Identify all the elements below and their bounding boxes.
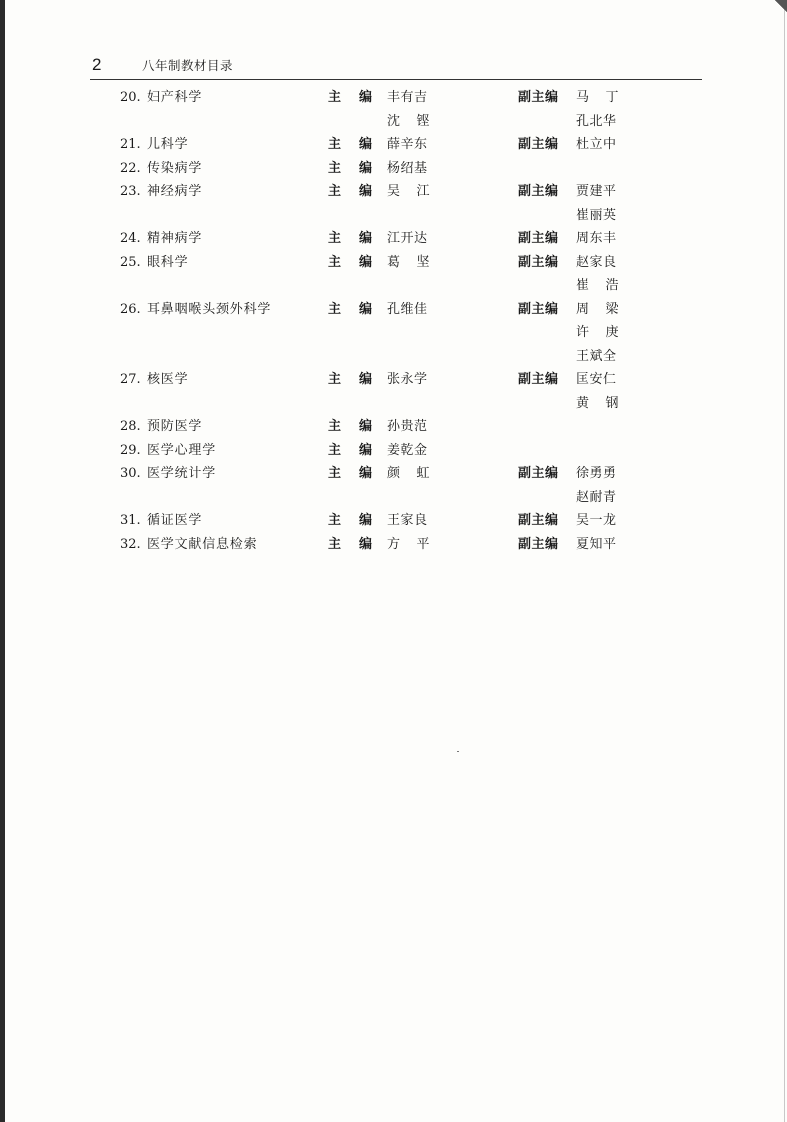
list-item [0,441,787,465]
entry-title: 眼科学 [147,254,189,270]
chief-editor-label-char: 编 [358,90,372,105]
deputy-editor-name: 周东丰 [576,231,617,246]
chief-editor-label-char: 主 [328,137,342,152]
chief-editor-label-char: 主 [328,372,342,387]
chief-editor-name: 江开达 [387,231,428,246]
chief-editor-label-char: 编 [358,442,372,458]
deputy-editor-name: 赵家良 [576,254,617,270]
list-item [0,253,787,277]
chief-editor-label-char: 主 [328,301,342,317]
deputy-editor-label: 副主编 [518,466,559,481]
scan-speck [457,751,459,752]
deputy-editor-name [576,88,619,108]
chief-editor-name [387,535,430,555]
chief-editor-name: 孔维佳 [387,301,428,317]
deputy-editor-name [576,394,619,414]
chief-editor-label-char: 编 [358,184,372,199]
entry-title: 传染病学 [147,160,203,176]
deputy-editor-name [576,323,619,343]
list-item [0,229,787,253]
entry-title: 医学心理学 [147,442,217,458]
chief-editor-name: 姜乾金 [387,442,428,458]
chief-editor-label-char: 主 [328,254,342,270]
name-char: 钢 [605,395,619,411]
deputy-editor-name: 吴一龙 [576,513,617,528]
entry-title: 核医学 [147,372,189,387]
name-char: 江 [416,184,430,199]
list-item [0,464,787,488]
deputy-editor-name: 贾建平 [576,184,617,199]
name-char: 浩 [605,278,619,293]
list-item [0,535,787,559]
deputy-editor-label: 副主编 [518,184,559,199]
page-header [90,55,702,80]
name-char: 沈 [387,113,401,129]
chief-editor-label-char: 主 [328,231,342,246]
deputy-editor-name: 赵耐青 [576,489,617,505]
chief-editor-label-char: 编 [358,254,372,270]
deputy-editor-label: 副主编 [518,372,559,387]
chief-editor-name [387,112,430,132]
list-item-continuation [0,394,787,418]
entry-number: 27. [120,372,141,387]
chief-editor-label-char: 主 [328,536,342,552]
entry-number: 24. [120,231,141,246]
entry-number: 25. [120,254,141,270]
entry-number: 31. [120,513,141,528]
list-item [0,511,787,535]
chief-editor-label-char: 主 [328,466,342,481]
name-char: 坚 [416,254,430,270]
name-char: 方 [387,536,401,552]
name-char: 虹 [416,466,430,481]
entry-number: 30. [120,466,141,481]
list-item [0,300,787,324]
chief-editor-name: 丰有吉 [387,90,428,105]
entry-title: 神经病学 [147,184,203,199]
chief-editor-label-char: 编 [358,419,372,434]
deputy-editor-name: 王斌全 [576,348,617,364]
deputy-editor-name: 孔北华 [576,113,617,129]
list-item-continuation [0,112,787,136]
entry-number: 23. [120,184,141,199]
deputy-editor-label: 副主编 [518,301,559,317]
chief-editor-label [328,229,372,249]
chief-editor-label [328,182,372,202]
deputy-editor-label: 副主编 [518,513,559,528]
entry-number: 29. [120,442,141,458]
list-item [0,135,787,159]
chief-editor-label-char: 编 [358,536,372,552]
deputy-editor-label: 副主编 [518,231,559,246]
name-char: 颜 [387,466,401,481]
chief-editor-label [328,464,372,484]
entry-title: 妇产科学 [147,90,203,105]
name-char: 梁 [605,301,619,317]
entry-title: 预防医学 [147,419,203,434]
chief-editor-label [328,511,372,531]
chief-editor-label [328,88,372,108]
chief-editor-name: 杨绍基 [387,160,428,176]
chief-editor-label [328,441,372,461]
entry-number: 26. [120,301,141,317]
chief-editor-label [328,253,372,273]
chief-editor-name: 王家良 [387,513,428,528]
entry-title: 医学统计学 [147,466,217,481]
scan-corner-mark [769,0,787,12]
chief-editor-label-char: 主 [328,90,342,105]
chief-editor-name [387,253,430,273]
name-char: 黄 [576,395,590,411]
entry-number: 20. [120,90,141,105]
entry-title: 精神病学 [147,231,203,246]
entry-title: 耳鼻咽喉头颈外科学 [147,301,272,317]
deputy-editor-name: 杜立中 [576,137,617,152]
chief-editor-name: 薛辛东 [387,137,428,152]
chief-editor-label-char: 主 [328,419,342,434]
chief-editor-label-char: 编 [358,466,372,481]
name-char: 吴 [387,184,401,199]
chief-editor-label [328,535,372,555]
entry-number: 28. [120,419,141,434]
chief-editor-label-char: 编 [358,513,372,528]
entry-number: 22. [120,160,141,176]
name-char: 周 [576,301,590,317]
chief-editor-label [328,370,372,390]
page-number: 2 [92,55,102,74]
name-char: 庚 [605,325,619,340]
name-char: 许 [576,325,590,340]
entry-title: 儿科学 [147,137,189,152]
deputy-editor-name [576,276,619,296]
deputy-editor-name: 徐勇勇 [576,466,617,481]
chief-editor-label-char: 编 [358,231,372,246]
chief-editor-label [328,300,372,320]
deputy-editor-name: 匡安仁 [576,372,617,387]
name-char: 崔 [576,278,590,293]
deputy-editor-name [576,300,619,320]
name-char: 平 [416,536,430,552]
chief-editor-name [387,182,430,202]
deputy-editor-label: 副主编 [518,254,559,270]
list-item [0,370,787,394]
entry-number: 32. [120,536,141,552]
list-item-continuation [0,323,787,347]
chief-editor-label-char: 编 [358,301,372,317]
chief-editor-label [328,417,372,437]
chief-editor-label [328,135,372,155]
list-item-continuation [0,488,787,512]
entry-title: 医学文献信息检索 [147,536,258,552]
chief-editor-label-char: 主 [328,184,342,199]
entry-number: 21. [120,137,141,152]
list-item-continuation [0,276,787,300]
chief-editor-label-char: 编 [358,137,372,152]
chief-editor-name: 张永学 [387,372,428,387]
deputy-editor-label: 副主编 [518,536,559,552]
deputy-editor-name: 崔丽英 [576,207,617,223]
list-item-continuation [0,347,787,371]
name-char: 铿 [416,113,430,129]
chief-editor-label-char: 主 [328,513,342,528]
chief-editor-name [387,464,430,484]
list-item [0,159,787,183]
name-char: 丁 [605,90,619,105]
chief-editor-label [328,159,372,179]
entry-title: 循证医学 [147,513,203,528]
list-item-continuation [0,206,787,230]
list-item [0,417,787,441]
deputy-editor-label: 副主编 [518,137,559,152]
name-char: 马 [576,90,590,105]
list-item [0,88,787,112]
deputy-editor-name: 夏知平 [576,536,617,552]
deputy-editor-label: 副主编 [518,90,559,105]
chief-editor-label-char: 编 [358,160,372,176]
chief-editor-label-char: 主 [328,160,342,176]
name-char: 葛 [387,254,401,270]
list-item [0,182,787,206]
chief-editor-label-char: 主 [328,442,342,458]
chief-editor-label-char: 编 [358,372,372,387]
chief-editor-name: 孙贵范 [387,419,428,434]
running-head: 八年制教材目录 [142,58,234,73]
textbook-list [0,88,787,558]
